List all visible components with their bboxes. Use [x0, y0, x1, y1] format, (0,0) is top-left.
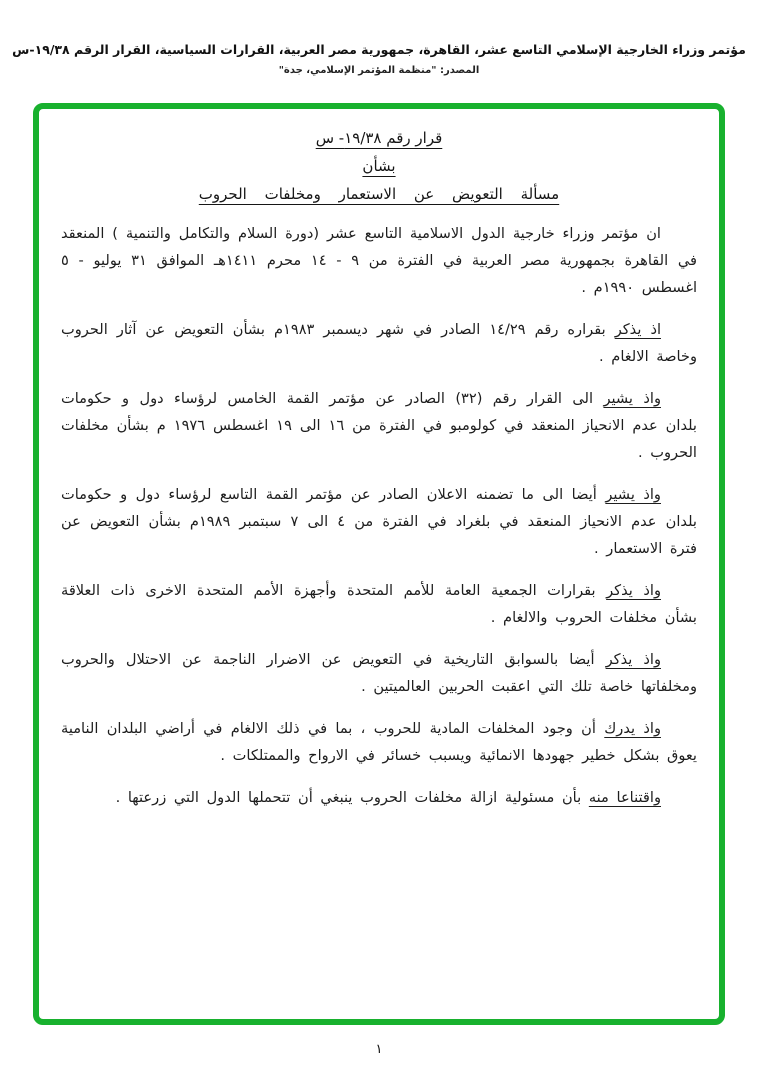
resolution-title-block	[61, 129, 697, 204]
para-lead-underline: واذ يشير	[605, 486, 661, 503]
resolution-number-line: قرار رقم ١٩/٣٨- س	[315, 129, 443, 147]
para-lead-underline: واذ يدرك	[604, 720, 661, 737]
para-conference-preamble	[61, 220, 697, 301]
para-recalling-historical-precedents	[61, 646, 697, 700]
para-recalling-resolution-29-14	[61, 316, 697, 370]
header-title: مؤتمر وزراء الخارجية الإسلامي التاسع عشر، القاهرة، جمهورية مصر العربية، القرارات السياسية، القرار الرقم ١٩/٣٨-س	[12, 42, 746, 57]
resolution-regarding-line: بشأن	[362, 157, 396, 175]
para-body-text: بقراره رقم ١٤/٢٩ الصادر في شهر ديسمبر ١٩٨٣م بشأن التعويض عن آثار الحروب وخاصة الالغام .	[61, 321, 697, 365]
para-referring-nam-belgrade	[61, 481, 697, 562]
para-lead-underline: واذ يشير	[603, 390, 661, 407]
para-body-text: بأن مسئولية ازالة مخلفات الحروب ينبغي أن تتحملها الدول التي زرعتها .	[115, 789, 589, 806]
para-body-text: بقرارات الجمعية العامة للأمم المتحدة وأجهزة الأمم المتحدة الاخرى ذات العلاقة بشأن مخلفات الحروب والالغام .	[61, 582, 697, 626]
para-referring-nam-colombo	[61, 385, 697, 466]
para-convinced-responsibility	[61, 784, 697, 811]
page-number: ١	[375, 1042, 383, 1057]
para-lead-underline: واقتناعا منه	[588, 789, 661, 806]
para-lead-underline: واذ يذكر	[605, 651, 661, 668]
para-lead-underline: واذ يذكر	[606, 582, 661, 599]
para-body-text: أيضا الى ما تضمنه الاعلان الصادر عن مؤتمر القمة التاسع لرؤساء دول و حكومات بلدان عدم الانحياز المنعقد في بلغراد في الفترة من ٤ الى ٧ سبتمبر ١٩٨٩م بشأن التعويض عن فترة الاستعمار .	[61, 486, 697, 557]
para-body-text: أيضا بالسوابق التاريخية في التعويض عن الاضرار الناجمة عن الاحتلال والحروب ومخلفاتها خاصة تلك التي اعقبت الحربين العالميتين .	[61, 651, 697, 695]
para-lead-underline: اذ يذكر	[614, 321, 661, 338]
document-header	[0, 42, 758, 76]
para-body-text: أن وجود المخلفات المادية للحروب ، بما في ذلك الالغام في أراضي البلدان النامية يعوق بشكل خطير جهودها الانمائية ويسبب خسائر في الارواح والممتلكات .	[61, 720, 697, 764]
resolution-subject-line: مسألة التعويض عن الاستعمار ومخلفات الحروب	[198, 185, 560, 203]
document-frame	[33, 103, 725, 1025]
para-recalling-un-resolutions	[61, 577, 697, 631]
header-source: المصدر: "منظمة المؤتمر الإسلامي، جدة"	[278, 65, 480, 76]
para-body-text: ان مؤتمر وزراء خارجية الدول الاسلامية التاسع عشر (دورة السلام والتكامل والتنمية ) المنعقد في القاهرة بجمهورية مصر العربية في الفترة من ٩ - ١٤ محرم ١٤١١هـ الموافق ٣١ يوليو - ٥ اغسطس ١٩٩٠م .	[61, 225, 697, 296]
para-aware-war-remnants	[61, 715, 697, 769]
para-body-text: الى القرار رقم (٣٢) الصادر عن مؤتمر القمة الخامس لرؤساء دول و حكومات بلدان عدم الانحياز المنعقد في كولومبو في الفترة من ١٦ الى ١٩ اغسطس ١٩٧٦ م بشأن مخلفات الحروب .	[61, 390, 697, 461]
